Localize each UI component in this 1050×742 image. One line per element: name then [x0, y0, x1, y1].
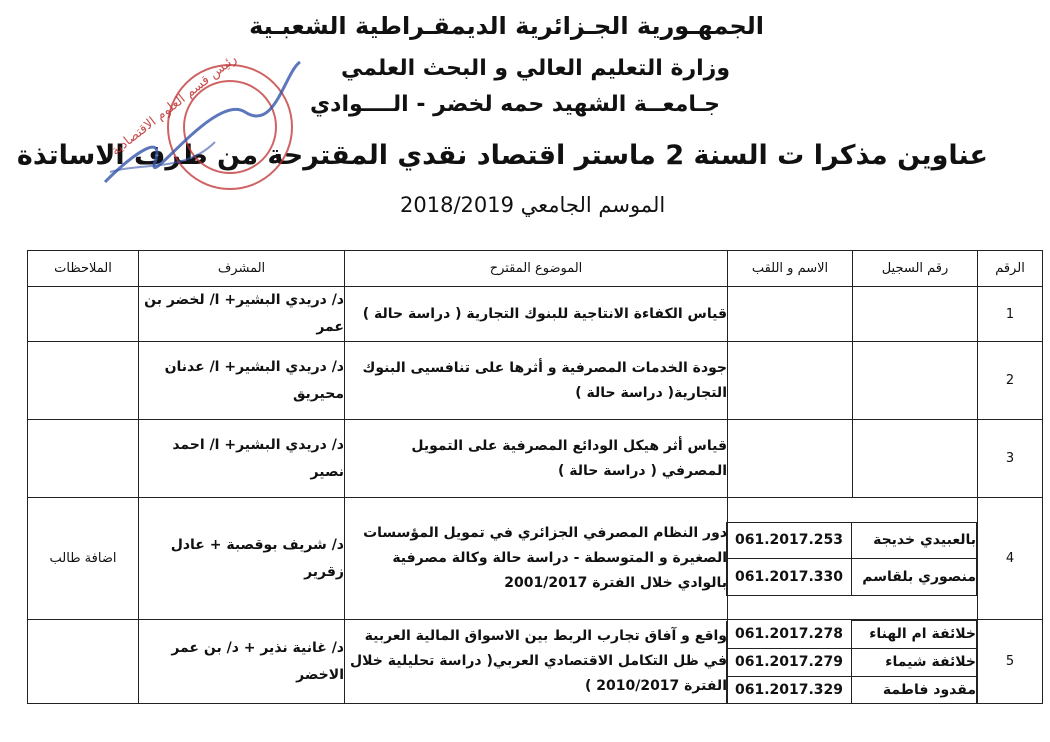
registration-cell: [853, 420, 978, 498]
student-name: بالعبيدي خديجة: [852, 522, 977, 559]
row-number: 5: [978, 620, 1043, 704]
col-header-number: الرقم: [978, 251, 1043, 287]
header-university: جـامعــة الشهيد حمه لخضر - الــــوادي: [310, 92, 720, 117]
row-number: 3: [978, 420, 1043, 498]
col-header-supervisor: المشرف: [139, 251, 345, 287]
topic-cell: قياس أثر هيكل الودائع المصرفية على التمويل المصرفي ( دراسة حالة ): [345, 420, 728, 498]
row-number: 1: [978, 287, 1043, 342]
registration-number: 061.2017.329: [727, 676, 852, 703]
notes-cell: [28, 620, 139, 704]
registration-number: 061.2017.253: [727, 522, 852, 559]
header-republic: الجمهـورية الجـزائرية الديمقـراطية الشعبـية: [249, 12, 764, 40]
supervisor-cell: د/ دريدي البشير+ ا/ احمد نصير: [139, 420, 345, 498]
notes-cell: [28, 287, 139, 342]
student-name-cell: [728, 287, 853, 342]
topic-cell: قياس الكفاءة الانتاجية للبنوك التجارية ( دراسة حالة ): [345, 287, 728, 342]
topics-table: [27, 250, 1043, 704]
topic-cell: جودة الخدمات المصرفية و أثرها على تنافسيى البنوك التجارية( دراسة حالة ): [345, 342, 728, 420]
table-header-row: [28, 251, 1043, 287]
supervisor-cell: د/ دريدي البشير+ ا/ لخضر بن عمر: [139, 287, 345, 342]
student-name: منصوري بلقاسم: [852, 559, 977, 596]
registration-number: 061.2017.279: [727, 648, 852, 676]
topic-cell: دور النظام المصرفي الجزائري في تمويل المؤسسات الصغيرة و المتوسطة - دراسة حالة وكالة مصرفية بالوادي خلال الفترة 2001/2017: [345, 498, 728, 620]
registration-cell: [853, 287, 978, 342]
table-row: [28, 498, 1043, 620]
students-cell: [728, 620, 978, 704]
student-name: مقدود فاطمة: [852, 676, 977, 703]
table-row: [28, 620, 1043, 704]
supervisor-cell: د/ غانية نذير + د/ بن عمر الاخضر: [139, 620, 345, 704]
document-title: عناوين مذكرا ت السنة 2 ماستر اقتصاد نقدي المقترحة من طرف الاساتذة: [16, 140, 988, 171]
notes-cell: [28, 342, 139, 420]
student-name: خلائفة شيماء: [852, 648, 977, 676]
department-stamp: [95, 32, 305, 197]
header-ministry: وزارة التعليم العالي و البحث العلمي: [340, 56, 730, 81]
notes-cell: اضافة طالب: [28, 498, 139, 620]
row-number: 4: [978, 498, 1043, 620]
academic-season: الموسم الجامعي 2018/2019: [400, 193, 666, 217]
student-name: خلائفة ام الهناء: [852, 621, 977, 649]
table-row: [28, 287, 1043, 342]
col-header-name: الاسم و اللقب: [728, 251, 853, 287]
topic-cell: واقع و آفاق تجارب الربط بين الاسواق المالية العربية في ظل التكامل الاقتصادي العربي( دراسة تحليلية خلال الفترة 2010/2017 ): [345, 620, 728, 704]
table-row: [28, 420, 1043, 498]
table-row: [28, 342, 1043, 420]
supervisor-cell: د/ دريدي البشير+ ا/ عدنان محيريق: [139, 342, 345, 420]
registration-number: 061.2017.330: [727, 559, 852, 596]
registration-number: 061.2017.278: [727, 621, 852, 649]
stamp-text: رئيس قسم العلوم الاقتصادية: [108, 51, 240, 159]
notes-cell: [28, 420, 139, 498]
students-cell: [728, 498, 978, 620]
col-header-notes: الملاحظات: [28, 251, 139, 287]
student-name-cell: [728, 420, 853, 498]
row-number: 2: [978, 342, 1043, 420]
registration-cell: [853, 342, 978, 420]
supervisor-cell: د/ شريف بوقصبة + عادل زقرير: [139, 498, 345, 620]
col-header-registration: رقم السجيل: [853, 251, 978, 287]
student-name-cell: [728, 342, 853, 420]
col-header-topic: الموضوع المقترح: [345, 251, 728, 287]
